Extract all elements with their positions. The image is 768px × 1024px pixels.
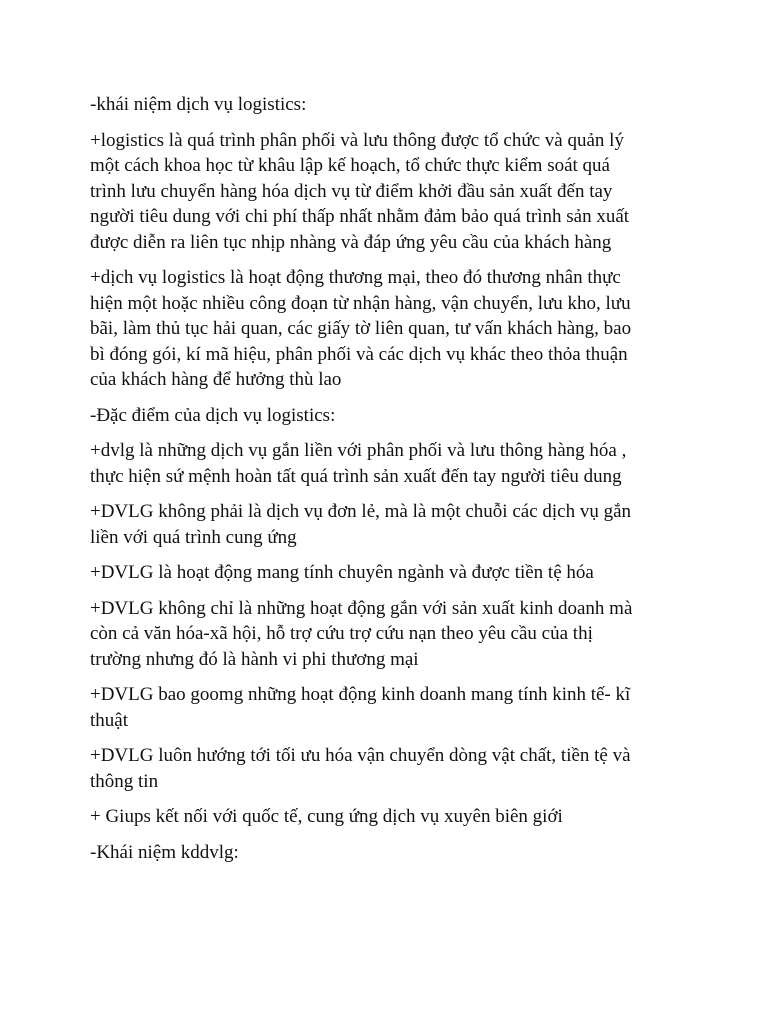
paragraph-logistics-service-definition: +dịch vụ logistics là hoạt động thương mại, theo đó thương nhân thực hiện một hoặc nhiều công đoạn từ nhận hàng, vận chuyển, lưu kho, lưu bãi, làm thủ tục hải quan, các giấy tờ liên quan, tư vấn khách hàng, bao bì đóng gói, kí mã hiệu, phân phối và các dịch vụ khác theo thỏa thuận của khách hàng để hưởng thù lao — [90, 267, 632, 390]
heading-logistics-concept: -khái niệm dịch vụ logistics: — [90, 94, 307, 115]
document-page — [90, 92, 670, 875]
paragraph-characteristic-6: +DVLG luôn hướng tới tối ưu hóa vận chuyển dòng vật chất, tiền tệ và thông tin — [90, 745, 631, 792]
paragraph-logistics-definition: +logistics là quá trình phân phối và lưu thông được tổ chức và quản lý một cách khoa học từ khâu lập kế hoạch, tổ chức thực kiểm soát quá trình lưu chuyển hàng hóa dịch vụ từ điểm khởi đầu sản xuất đến tay người tiêu dung với chi phí thấp nhất nhằm đảm bảo quá trình sản xuất được diễn ra liên tục nhịp nhàng và đáp ứng yêu cầu của khách hàng — [90, 129, 630, 253]
heading-logistics-characteristics: -Đặc điểm của dịch vụ logistics: — [90, 404, 336, 426]
paragraph-characteristic-5: +DVLG bao goomg những hoạt động kinh doanh mang tính kinh tế- kĩ thuật — [90, 684, 631, 731]
paragraph-characteristic-7: + Giups kết nối với quốc tế, cung ứng dịch vụ xuyên biên giới — [90, 806, 563, 827]
paragraph-characteristic-3: +DVLG là hoạt động mang tính chuyên ngành và được tiền tệ hóa — [90, 562, 594, 583]
paragraph-characteristic-2: +DVLG không phải là dịch vụ đơn lẻ, mà là một chuỗi các dịch vụ gắn liền với quá trình cung ứng — [90, 501, 632, 548]
paragraph-characteristic-4: +DVLG không chỉ là những hoạt động gắn với sản xuất kinh doanh mà còn cả văn hóa-xã hội, hỗ trợ cứu trợ cứu nạn theo yêu cầu của thị trường nhưng đó là hành vi phi thương mại — [90, 597, 633, 670]
heading-kddvlg-concept: -Khái niệm kddvlg: — [90, 841, 239, 863]
paragraph-characteristic-1: +dvlg là những dịch vụ gắn liền với phân phối và lưu thông hàng hóa , thực hiện sứ mệnh hoàn tất quá trình sản xuất đến tay người tiêu dung — [90, 440, 627, 487]
